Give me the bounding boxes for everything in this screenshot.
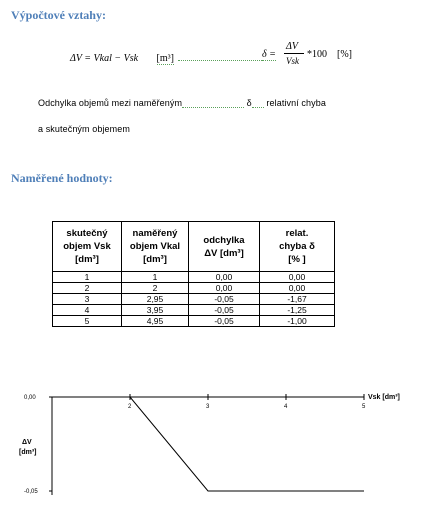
spellcheck-underline (178, 60, 262, 61)
desc-text-delta: δ (246, 98, 252, 108)
table-cell: -0,05 (189, 305, 260, 316)
table-header-row (53, 222, 335, 272)
formula-rel-denominator: Vsk (286, 56, 299, 66)
x-tick-label: 4 (284, 404, 288, 410)
x-axis-title: Vsk [dm³] (368, 394, 400, 401)
header-text: ΔV [dm³] (204, 247, 244, 259)
description-line-2: a skutečným objemem (38, 124, 130, 134)
formula-volume-difference (70, 48, 174, 66)
formula-rel-numerator: ΔV (286, 41, 298, 52)
measurement-table (52, 221, 335, 327)
formula-rel-prefix: δ = (262, 49, 276, 60)
table-cell: 5 (53, 316, 122, 327)
table-cell: 1 (53, 272, 122, 283)
table-row (53, 272, 335, 283)
desc-text-c: relativní chyba (266, 98, 326, 108)
header-measured-volume (122, 222, 189, 272)
table-cell: 3 (53, 294, 122, 305)
header-text: [dm³] (143, 254, 167, 265)
header-text: [% ] (288, 254, 306, 265)
table-cell: 0,00 (189, 283, 260, 294)
x-tick-label: 2 (128, 404, 132, 410)
header-deviation (189, 222, 260, 272)
x-tick-label: 3 (206, 404, 210, 410)
y-tick-label: -0,05 (24, 489, 38, 495)
header-actual-volume (53, 222, 122, 272)
table-cell: 2 (53, 283, 122, 294)
desc-text-a: Odchylka objemů mezi naměřeným (38, 98, 183, 108)
table-cell: 2,95 (122, 294, 189, 305)
table-cell: -0,05 (189, 294, 260, 305)
x-tick-label: 5 (362, 404, 366, 410)
table-cell: 3,95 (122, 305, 189, 316)
y-axis-unit: [dm³] (19, 449, 37, 456)
formula-volume-unit: [m³] (156, 53, 174, 64)
header-text: objem Vkal (129, 241, 181, 252)
table-cell: 0,00 (260, 272, 335, 283)
spellcheck-gap (182, 107, 244, 108)
table-row (53, 305, 335, 316)
table-row (53, 283, 335, 294)
formula-volume-text: ΔV = Vkal − Vsk (70, 53, 139, 64)
fraction-bar (284, 53, 304, 54)
table-cell: -1,25 (260, 305, 335, 316)
table-cell: 0,00 (189, 272, 260, 283)
header-text: [dm³] (75, 254, 99, 265)
table-row (53, 294, 335, 305)
deviation-chart (0, 385, 426, 510)
table-cell: 1 (122, 272, 189, 283)
table-cell: -0,05 (189, 316, 260, 327)
header-text: objem Vsk (63, 241, 111, 252)
spellcheck-gap-2 (252, 107, 264, 108)
header-text: skutečný (66, 228, 108, 239)
header-text: relat. (285, 228, 309, 239)
header-text: naměřený (132, 228, 178, 239)
header-text: odchylka (203, 234, 245, 246)
table-cell: -1,67 (260, 294, 335, 305)
heading-calculations: Výpočtové vztahy: (11, 8, 106, 22)
series-line (52, 397, 364, 491)
table-cell: 4,95 (122, 316, 189, 327)
formula-rel-unit: [%] (337, 49, 352, 60)
formula-rel-suffix: *100 (307, 49, 327, 60)
table-row (53, 316, 335, 327)
description-line-1 (38, 98, 326, 108)
table-cell: 2 (122, 283, 189, 294)
header-relative-error (260, 222, 335, 272)
table-cell: 0,00 (260, 283, 335, 294)
y-tick-label: 0,00 (24, 395, 36, 401)
heading-measured-values: Naměřené hodnoty: (11, 171, 113, 185)
table-cell: -1,00 (260, 316, 335, 327)
table-cell: 4 (53, 305, 122, 316)
y-axis-title: ΔV (22, 439, 32, 446)
header-text: chyba δ (279, 241, 315, 252)
